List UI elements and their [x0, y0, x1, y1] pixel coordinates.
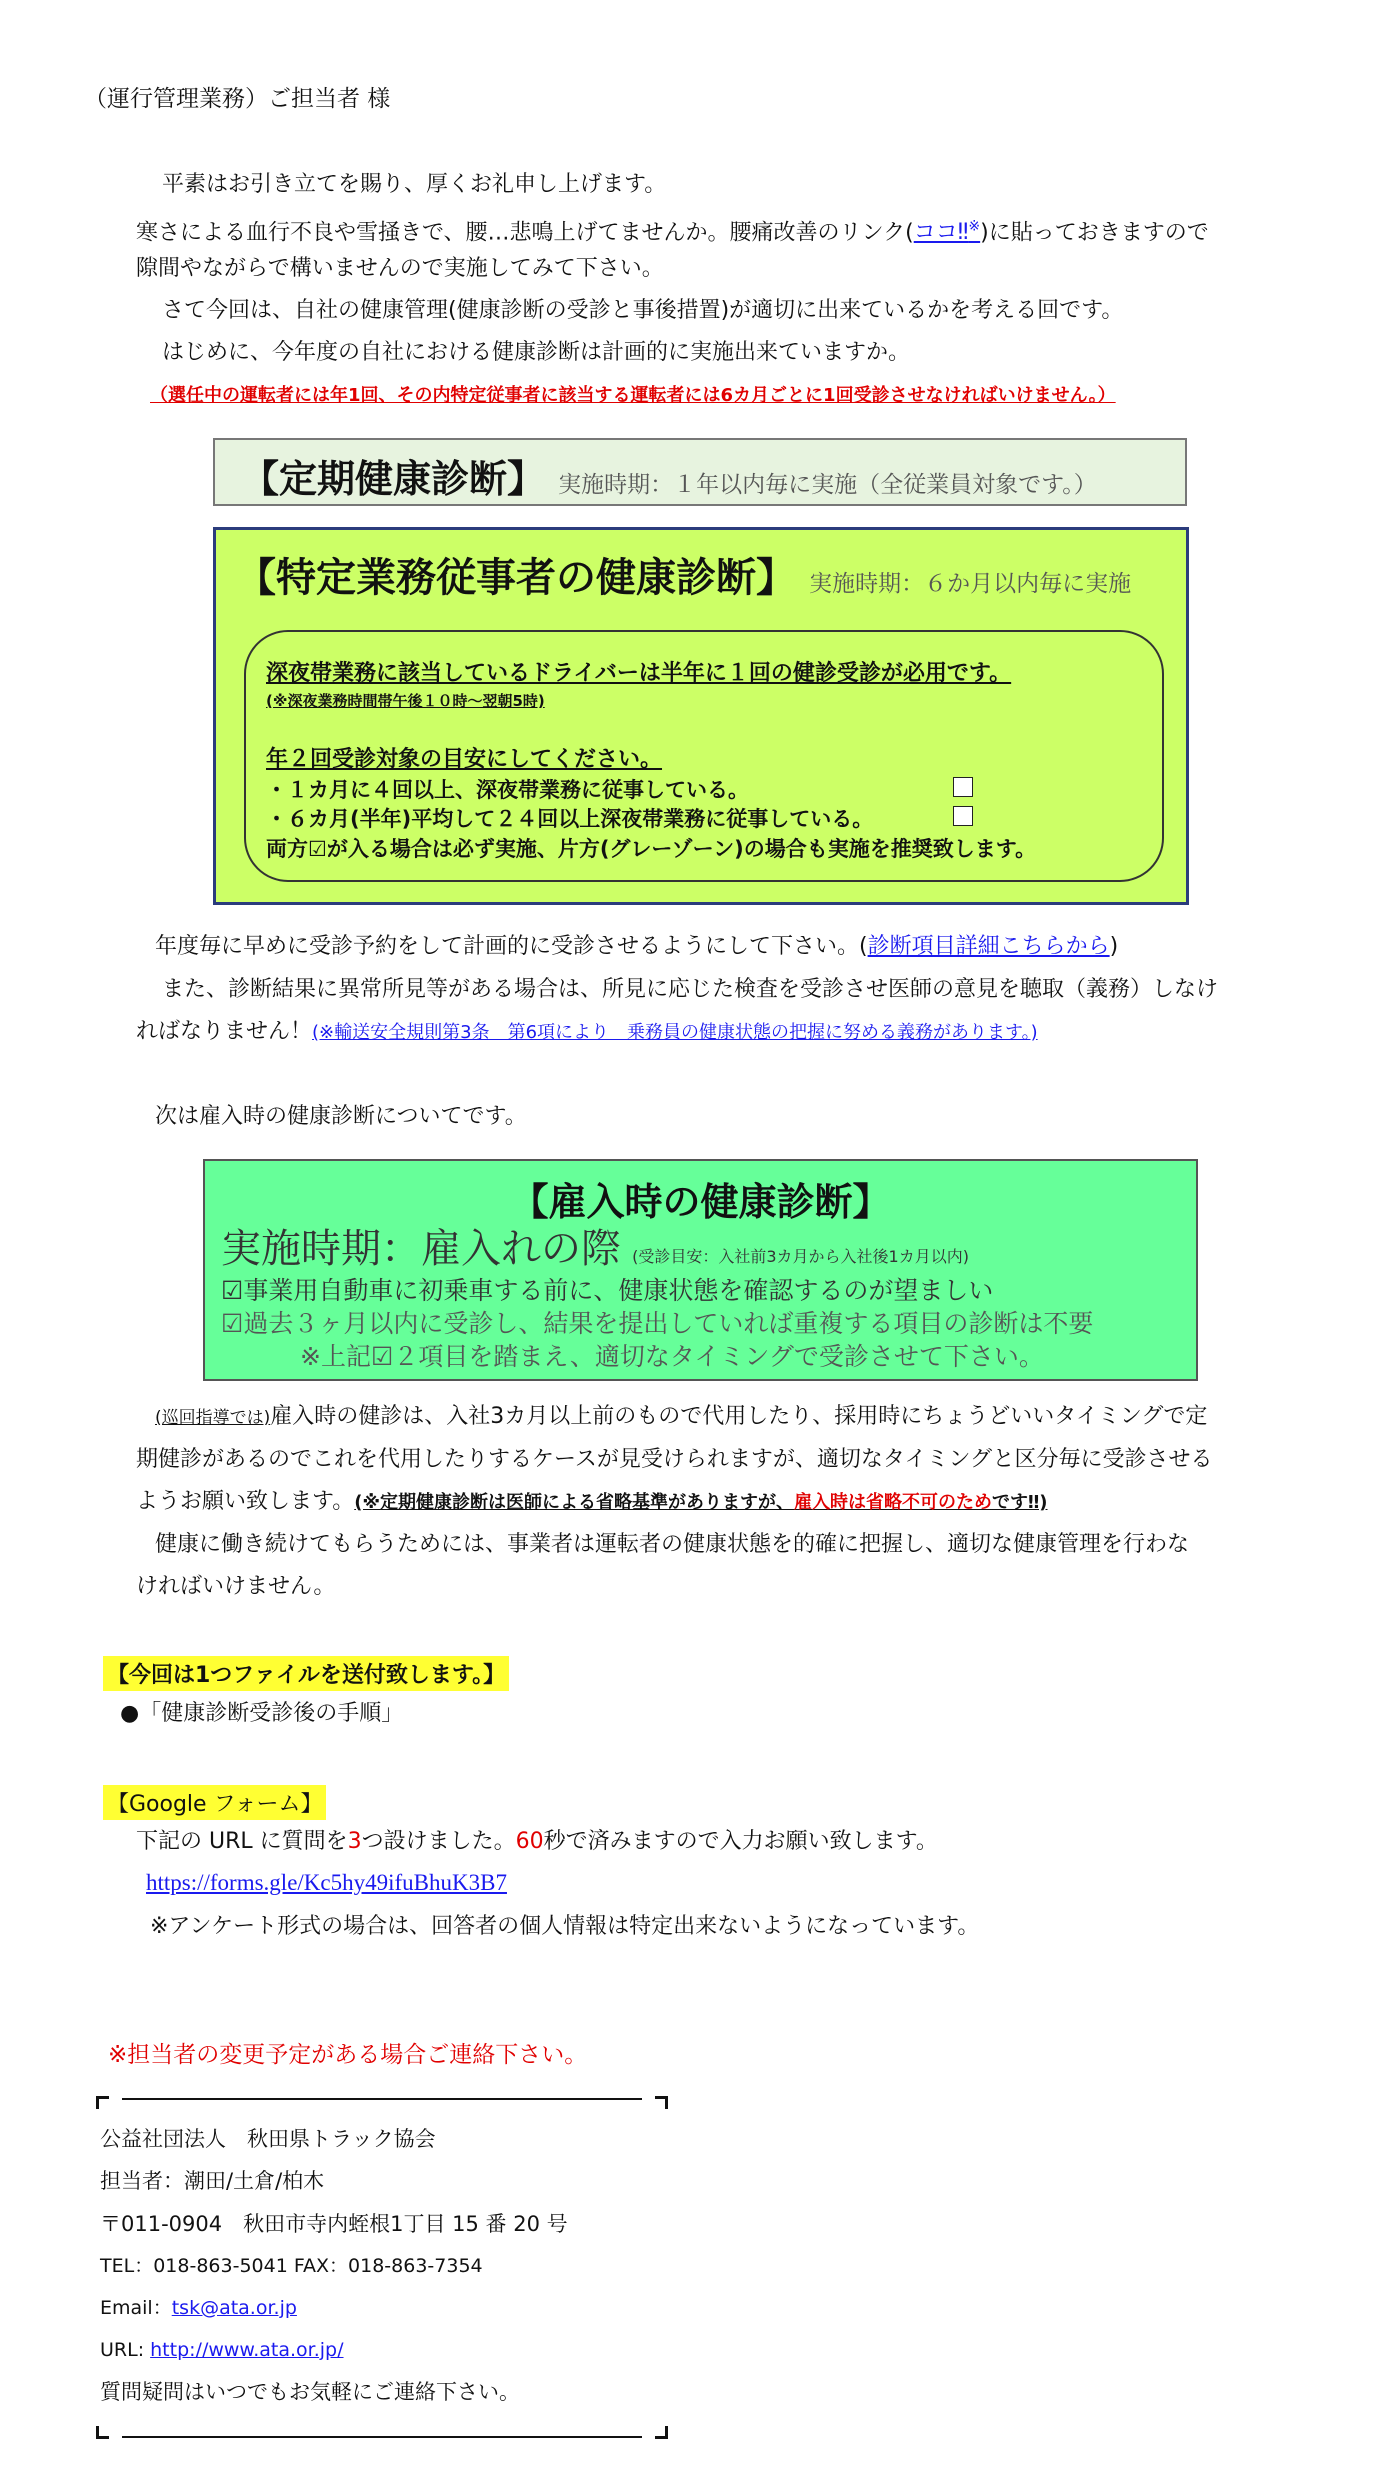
- regular-checkup-title: 【定期健康診断】: [241, 457, 546, 501]
- para3-line-5: ければいけません。: [136, 1574, 336, 1599]
- hire-checkup-item-2: ☑過去３ヶ月以内に受診し、結果を提出していれば重複する項目の診断は不要: [221, 1309, 1094, 1338]
- para2-line-4: 次は雇入時の健康診断についてです。: [155, 1104, 527, 1129]
- hire-checkup-period: 実施時期：雇入れの際: [221, 1226, 621, 1272]
- contact-closing: 質問疑問はいつでもお気軽にご連絡下さい。: [100, 2380, 520, 2404]
- hire-checkup-period-note: (受診目安：入社前3カ月から入社後1カ月以内): [632, 1247, 969, 1266]
- night-shift-rule: 深夜帯業務に該当しているドライバーは半年に１回の健診受診が必用です。: [266, 661, 1012, 686]
- intro-line-5: はじめに、今年度の自社における健康診断は計画的に実施出来ていますか。: [162, 340, 911, 365]
- patrol-guidance-note: (巡回指導では): [155, 1408, 271, 1428]
- hire-checkup-title: 【雇入時の健康診断】: [510, 1180, 891, 1224]
- signature-corner-top-right: [655, 2096, 668, 2109]
- signature-top-line: [122, 2098, 642, 2100]
- transport-rule-link[interactable]: (※輸送安全規則第3条 第6項により 乗務員の健康状態の把握に努める義務があります。): [312, 1022, 1038, 1043]
- hire-checkup-item-1: ☑事業用自動車に初乗車する前に、健康状態を確認するのが望ましい: [221, 1276, 994, 1305]
- intro-line-2-text-a: 寒さによる血行不良や雪掻きで、腰…悲鳴上げてませんか。腰痛改善のリンク(: [136, 220, 914, 246]
- regular-checkup-box: [213, 438, 1187, 506]
- night-shift-hours: (※深夜業務時間帯午後１０時～翌朝5時): [266, 692, 545, 710]
- special-checkup-period: 実施時期：６か月以内毎に実施: [809, 571, 1132, 597]
- para3-line-1-text: 雇入時の健診は、入社3カ月以上前のもので代用したり、採用時にちょうどいいタイミングで定: [270, 1404, 1208, 1429]
- para2-line-3-text: ればなりません！: [136, 1019, 313, 1044]
- signature-bottom-line: [122, 2436, 642, 2438]
- criteria-1: ・１カ月に４回以上、深夜帯業務に従事している。: [266, 778, 749, 802]
- para2-line-1-text: 年度毎に早めに受診予約をして計画的に受診させるようにして下さい。(: [155, 934, 868, 959]
- google-form-note: ※アンケート形式の場合は、回答者の個人情報は特定出来ないようになっています。: [150, 1914, 980, 1939]
- regular-checkup-heading: [241, 448, 1097, 503]
- contact-url-link[interactable]: http://www.ata.or.jp/: [150, 2339, 344, 2361]
- signature-corner-top-left: [96, 2096, 109, 2109]
- omission-note: (※定期健康診断は医師による省略基準がありますが、雇入時は省略不可のためです‼): [354, 1492, 1048, 1513]
- contact-org: 公益社団法人 秋田県トラック協会: [100, 2127, 436, 2151]
- google-form-line-1: [136, 1827, 938, 1857]
- criteria-1-checkbox[interactable]: [953, 777, 973, 797]
- attachment-heading: 【今回は1つファイルを送付致します。】: [103, 1656, 509, 1691]
- intro-line-2: [136, 212, 1209, 248]
- lumbar-link[interactable]: ココ‼※: [913, 219, 981, 246]
- intro-line-4: さて今回は、自社の健康管理(健康診断の受診と事後措置)が適切に出来ているかを考える回です。: [162, 298, 1124, 323]
- hire-checkup-period-row: [221, 1217, 969, 1274]
- contact-email-row: [100, 2293, 297, 2323]
- criteria-2: ・６カ月(半年)平均して２４回以上深夜帯業務に従事している。: [266, 807, 874, 831]
- contact-staff: 担当者：潮田/土倉/柏木: [100, 2169, 325, 2193]
- twice-yearly-guide: 年２回受診対象の目安にしてください。: [266, 747, 663, 772]
- para3-line-4: 健康に働き続けてもらうためには、事業者は運転者の健康状態を的確に把握し、適切な健康管理を行わな: [155, 1532, 1190, 1557]
- criteria-2-checkbox[interactable]: [953, 806, 973, 826]
- no-omission-text: 雇入時は省略不可のため: [793, 1492, 992, 1513]
- regular-checkup-period: 実施時期：１年以内毎に実施（全従業員対象です。）: [558, 472, 1097, 498]
- special-checkup-heading: [236, 546, 1131, 603]
- hire-checkup-item-3: ※上記☑２項目を踏まえ、適切なタイミングで受診させて下さい。: [300, 1342, 1044, 1371]
- para2-line-1: [155, 932, 1118, 962]
- contact-change-notice: ※担当者の変更予定がある場合ご連絡下さい。: [108, 2042, 588, 2068]
- google-form-text-a: 下記の URL に質問を: [136, 1829, 348, 1854]
- special-checkup-title: 【特定業務従事者の健康診断】: [236, 555, 796, 601]
- google-form-heading: 【Google フォーム】: [103, 1785, 326, 1820]
- seconds-count: 60: [515, 1829, 544, 1854]
- contact-email-link[interactable]: tsk@ata.or.jp: [171, 2297, 297, 2319]
- special-checkup-box: [213, 527, 1189, 905]
- question-count: 3: [347, 1829, 362, 1854]
- contact-url-row: [100, 2335, 344, 2365]
- google-form-url[interactable]: https://forms.gle/Kc5hy49ifuBhuK3B7: [146, 1870, 507, 1895]
- signature-corner-bottom-left: [96, 2426, 109, 2439]
- google-form-text-c: 秒で済みますので入力お願い致します。: [543, 1829, 938, 1854]
- signature-corner-bottom-right: [655, 2426, 668, 2439]
- contact-email-label: Email：: [100, 2297, 172, 2319]
- intro-line-2-text-b: )に貼っておきますので: [980, 220, 1209, 246]
- intro-line-3: 隙間やながらで構いませんので実施してみて下さい。: [136, 256, 664, 281]
- lumbar-link-note-mark: ※: [968, 219, 981, 235]
- para2-line-2: また、診断結果に異常所見等がある場合は、所見に応じた検査を受診させ医師の意見を聴取（義務）しなけ: [162, 977, 1219, 1002]
- salutation: （運行管理業務）ご担当者 様: [84, 86, 391, 112]
- hire-checkup-box: [203, 1159, 1198, 1381]
- contact-url-label: URL:: [100, 2339, 151, 2361]
- para3-line-3-text: ようお願い致します。: [136, 1489, 355, 1514]
- google-form-text-b: つ設けました。: [361, 1829, 516, 1854]
- para2-line-1-close: ): [1109, 934, 1119, 959]
- para3-line-3: [136, 1487, 1048, 1518]
- both-checked-rule: 両方☑が入る場合は必ず実施、片方(グレーゾーン)の場合も実施を推奨致します。: [266, 837, 1037, 861]
- intro-note: （選任中の運転者には年1回、その内特定従事者に該当する運転者には6カ月ごとに1回受診させなければいけません。）: [150, 385, 1116, 406]
- intro-line-1: 平素はお引き立てを賜り、厚くお礼申し上げます。: [162, 172, 667, 197]
- para2-line-3: [136, 1017, 1038, 1048]
- attachment-item: ●「健康診断受診後の手順」: [120, 1701, 404, 1726]
- contact-address: 〒011-0904 秋田市寺内蛭根1丁目 15 番 20 号: [100, 2212, 568, 2236]
- para3-line-1: [155, 1402, 1207, 1433]
- exam-items-link[interactable]: 診断項目詳細こちらから: [867, 934, 1110, 959]
- contact-phone: TEL：018-863-5041 FAX：018-863-7354: [100, 2255, 483, 2277]
- para3-line-2: 期健診があるのでこれを代用したりするケースが見受けられますが、適切なタイミングと区分毎に受診させる: [136, 1447, 1213, 1472]
